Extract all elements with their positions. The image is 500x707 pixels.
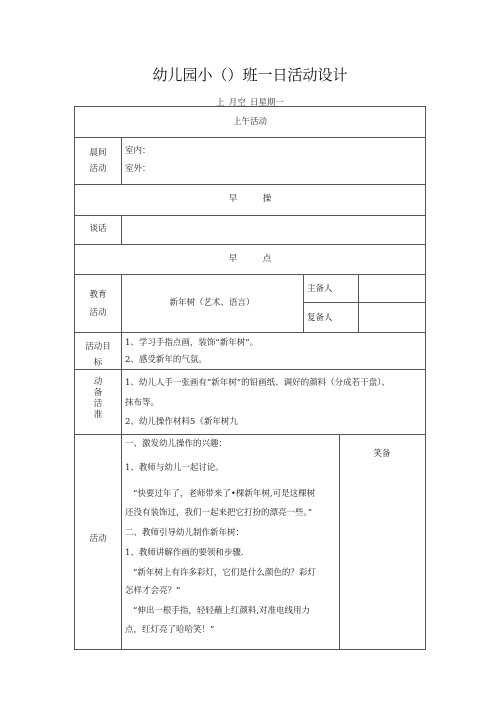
preparation-label: 动	[93, 377, 103, 387]
morning-exercise: 早 操	[228, 194, 272, 204]
col-divider	[121, 274, 122, 649]
preparation-item: 1、幼儿人手一张画有“新年树”的铅画纸、调好的颜料（分成若干盘）、	[125, 378, 390, 388]
row-divider	[303, 302, 425, 303]
talk-label: 谈话	[89, 224, 107, 234]
preparation-item: 2、幼儿操作材料5《新年树九	[125, 417, 238, 427]
row-divider	[75, 215, 425, 216]
row-divider	[75, 137, 425, 138]
goals-label-2: 标	[93, 358, 103, 368]
row-divider	[75, 274, 425, 275]
preparation-label-3: 活	[93, 399, 103, 409]
co-preparer-label: 复备人	[307, 313, 333, 323]
activity-table	[74, 106, 426, 650]
row-divider	[75, 184, 425, 185]
morning-activity-header: 上午活动	[232, 117, 267, 127]
row-divider	[75, 332, 425, 333]
col-divider	[121, 215, 122, 244]
col-divider	[121, 137, 122, 184]
activity-line: 1、教师讲解作画的要领和步骤.	[125, 548, 244, 558]
goal-item: 2、感受新年的气氛。	[125, 355, 207, 365]
activity-line: 1、教师与幼儿一起讨论。	[125, 463, 224, 473]
activity-side-note: 笑备	[373, 449, 391, 459]
preparation-label-2: 备	[93, 388, 103, 398]
row-divider	[75, 369, 425, 370]
row-divider	[75, 244, 425, 245]
chenjian-label-2: 活动	[89, 164, 107, 174]
activity-line: 点，红灯亮了哈哈笑！”	[125, 625, 215, 635]
education-label-2: 活动	[89, 308, 107, 318]
preparation-item-cont: 抹布等。	[125, 398, 160, 408]
activity-line: 一、激发幼儿操作的兴趣：	[125, 439, 228, 449]
col-divider	[303, 274, 304, 332]
activity-line: 还没有装饰过，我们一起来把它打扮的漂亮一些。”	[125, 508, 313, 518]
activity-line: “新年树上有许多彩灯，它们是什么颜色的？彩灯	[133, 568, 316, 578]
morning-snack: 早 点	[228, 254, 272, 264]
col-divider	[358, 274, 359, 332]
date-line: 上_月空_日星期一	[215, 98, 284, 108]
education-label: 教育	[89, 290, 107, 300]
activity-line: “快要过年了，老师带来了•棵新年树,可是这棵树	[133, 489, 316, 499]
page-title: 幼儿园小（）班一日活动设计	[152, 66, 348, 84]
education-topic: 新年树（艺术、语言）	[169, 298, 255, 308]
row-divider	[75, 434, 425, 435]
activity-line: “伸出一根手指，轻轻蘸上红颜料,对准电线用力	[133, 606, 311, 616]
col-divider	[339, 434, 340, 649]
indoor-label: 室内：	[125, 146, 151, 156]
main-preparer-label: 主备人	[307, 284, 333, 294]
activity-line: 怎样才会亮？”	[125, 586, 181, 596]
goal-item: 1、学习手指点画，装饰“新年树”。	[125, 338, 259, 348]
chenjian-label: 晨间	[89, 148, 107, 158]
outdoor-label: 室外：	[125, 164, 151, 174]
preparation-label-4: 准	[93, 410, 103, 420]
goals-label: 活动目	[85, 342, 111, 352]
activity-line: 二、教师引导幼儿制作新年树：	[125, 528, 245, 538]
activity-label: 活动	[89, 534, 107, 544]
